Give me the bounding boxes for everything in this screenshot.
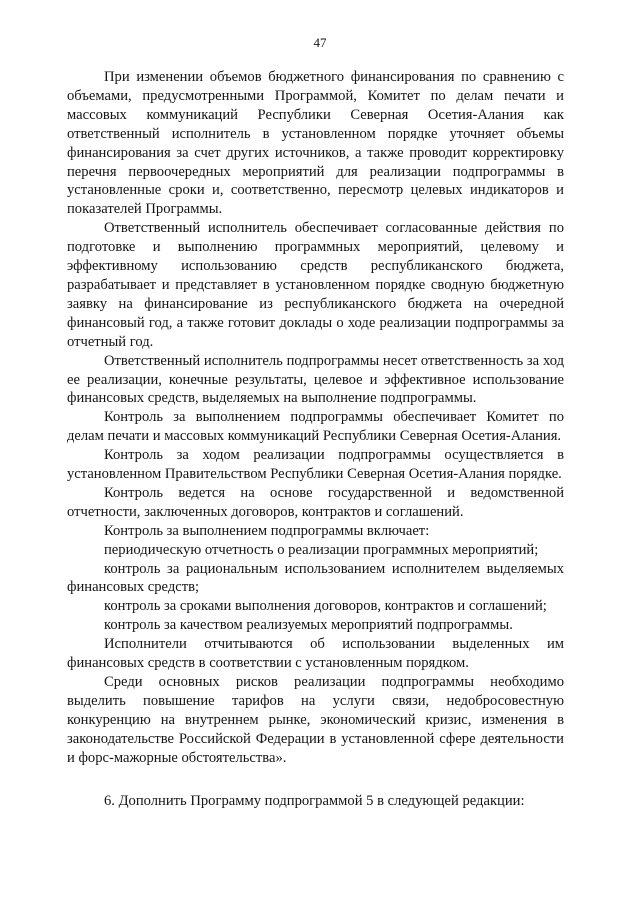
page-number: 47 — [313, 35, 327, 50]
paragraph-responsibility: Ответственный исполнитель подпрограммы несет ответственность за ход ее реализации, конечные результаты, целевое и эффективное использование финансовых средств, выделяемых на выполнение подпрограммы. — [67, 352, 564, 407]
paragraph-coordinated-actions: Ответственный исполнитель обеспечивает согласованные действия по подготовке и выполнению программных мероприятий, целевому и эффективному использованию средств республиканского бюджета, разрабатывает и представляет в установленном порядке сводную бюджетную заявку на финансирование из республиканского бюджета на очередной финансовый год, а также готовит доклады о ходе реализации подпрограммы за отчетный год. — [67, 220, 564, 350]
paragraph-control-basis: Контроль ведется на основе государственной и ведомственной отчетности, заключенных договоров, контрактов и соглашений. — [67, 484, 564, 520]
list-item-rational-use: контроль за рациональным использованием исполнителем выделяемых финансовых средств; — [67, 560, 564, 596]
list-item-reporting: периодическую отчетность о реализации программных мероприятий; — [104, 541, 539, 558]
list-item-deadlines: контроль за сроками выполнения договоров, контрактов и соглашений; — [104, 598, 547, 615]
paragraph-risks: Среди основных рисков реализации подпрограммы необходимо выделить повышение тарифов на услуги связи, недобросовестную конкуренцию на внутреннем рынке, экономический кризис, изменения в законодательстве Российской Федерации в установленной сфере деятельности и форс-мажорные обстоятельства». — [67, 674, 564, 766]
paragraph-control-includes: Контроль за выполнением подпрограммы включает: — [104, 522, 430, 539]
list-item-quality: контроль за качеством реализуемых мероприятий подпрограммы. — [104, 617, 513, 634]
paragraph-budget-changes: При изменении объемов бюджетного финансирования по сравнению с объемами, предусмотренными Программой, Комитет по делам печати и массовых коммуникаций Республики Северная Осетия-Алания как ответственный исполнитель в установленном порядке уточняет объемы финансирования за счет других источников, а также проводит корректировку перечня первоочередных мероприятий для реализации подпрограммы в установленные сроки и, соответственно, пересмотр целевых индикаторов и показателей Программы. — [67, 69, 564, 218]
paragraph-control-government: Контроль за ходом реализации подпрограммы осуществляется в установленном Правительством Республики Северная Осетия-Алания порядке. — [67, 447, 564, 483]
paragraph-gap — [67, 768, 564, 792]
paragraph-add-subprogram: 6. Дополнить Программу подпрограммой 5 в следующей редакции: — [104, 792, 525, 809]
paragraph-executors-report: Исполнители отчитываются об использовании выделенных им финансовых средств в соответствии с установленным порядком. — [67, 636, 564, 672]
paragraph-control-committee: Контроль за выполнением подпрограммы обеспечивает Комитет по делам печати и массовых коммуникаций Республики Северная Осетия-Алания. — [67, 409, 564, 445]
document-body — [67, 68, 564, 810]
